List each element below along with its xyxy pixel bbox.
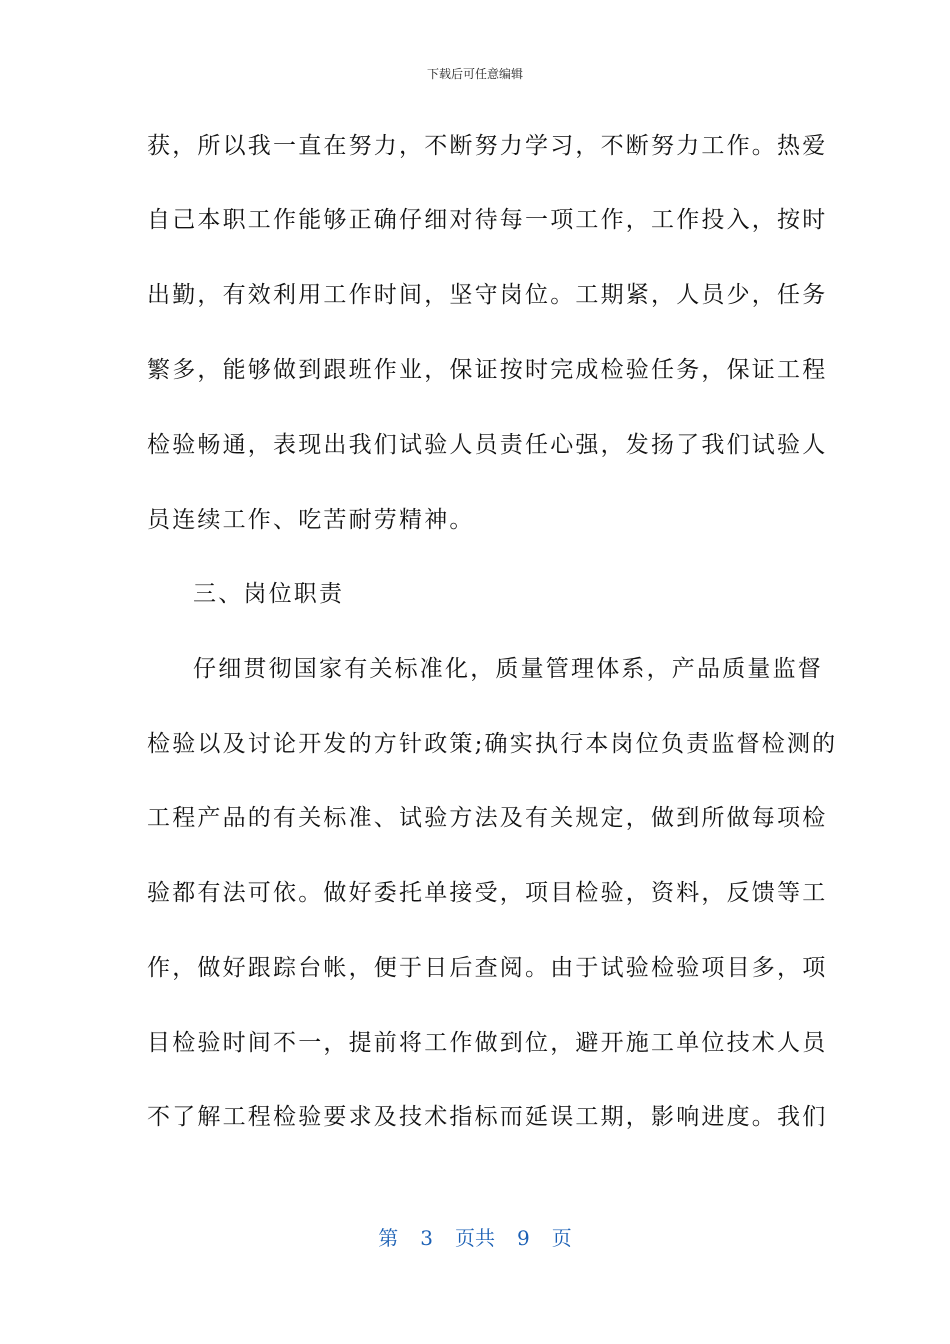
- section-heading: 三、岗位职责: [193, 581, 345, 607]
- footer-total-pages: 9: [517, 1226, 530, 1250]
- page-header: [0, 66, 950, 82]
- body-line: 验都有法可依。做好委托单接受，项目检验，资料，反馈等工: [147, 880, 828, 906]
- footer-middle: 页共: [455, 1226, 495, 1250]
- footer-current-page: 3: [420, 1226, 433, 1250]
- body-line: 员连续工作、吃苦耐劳精神。: [147, 507, 475, 533]
- footer-prefix: 第: [378, 1226, 399, 1250]
- body-line: 检验以及讨论开发的方针政策;确实执行本岗位负责监督检测的: [147, 731, 838, 757]
- page-footer: [0, 1224, 950, 1252]
- body-line: 仔细贯彻国家有关标准化，质量管理体系，产品质量监督: [193, 656, 823, 682]
- header-text: 下载后可任意编辑: [426, 67, 523, 81]
- body-line: 工程产品的有关标准、试验方法及有关规定，做到所做每项检: [147, 805, 828, 831]
- body-line: 目检验时间不一，提前将工作做到位，避开施工单位技术人员: [147, 1030, 828, 1056]
- footer-suffix: 页: [551, 1226, 572, 1250]
- body-line: 不了解工程检验要求及技术指标而延误工期，影响进度。我们: [147, 1104, 828, 1130]
- body-line: 作，做好跟踪台帐，便于日后查阅。由于试验检验项目多，项: [147, 955, 828, 981]
- body-line: 繁多，能够做到跟班作业，保证按时完成检验任务，保证工程: [147, 357, 828, 383]
- body-line: 自己本职工作能够正确仔细对待每一项工作，工作投入，按时: [147, 207, 828, 233]
- body-line: 检验畅通，表现出我们试验人员责任心强，发扬了我们试验人: [147, 432, 828, 458]
- body-line: 获，所以我一直在努力，不断努力学习，不断努力工作。热爱: [147, 133, 828, 159]
- body-line: 出勤，有效利用工作时间，坚守岗位。工期紧，人员少，任务: [147, 282, 828, 308]
